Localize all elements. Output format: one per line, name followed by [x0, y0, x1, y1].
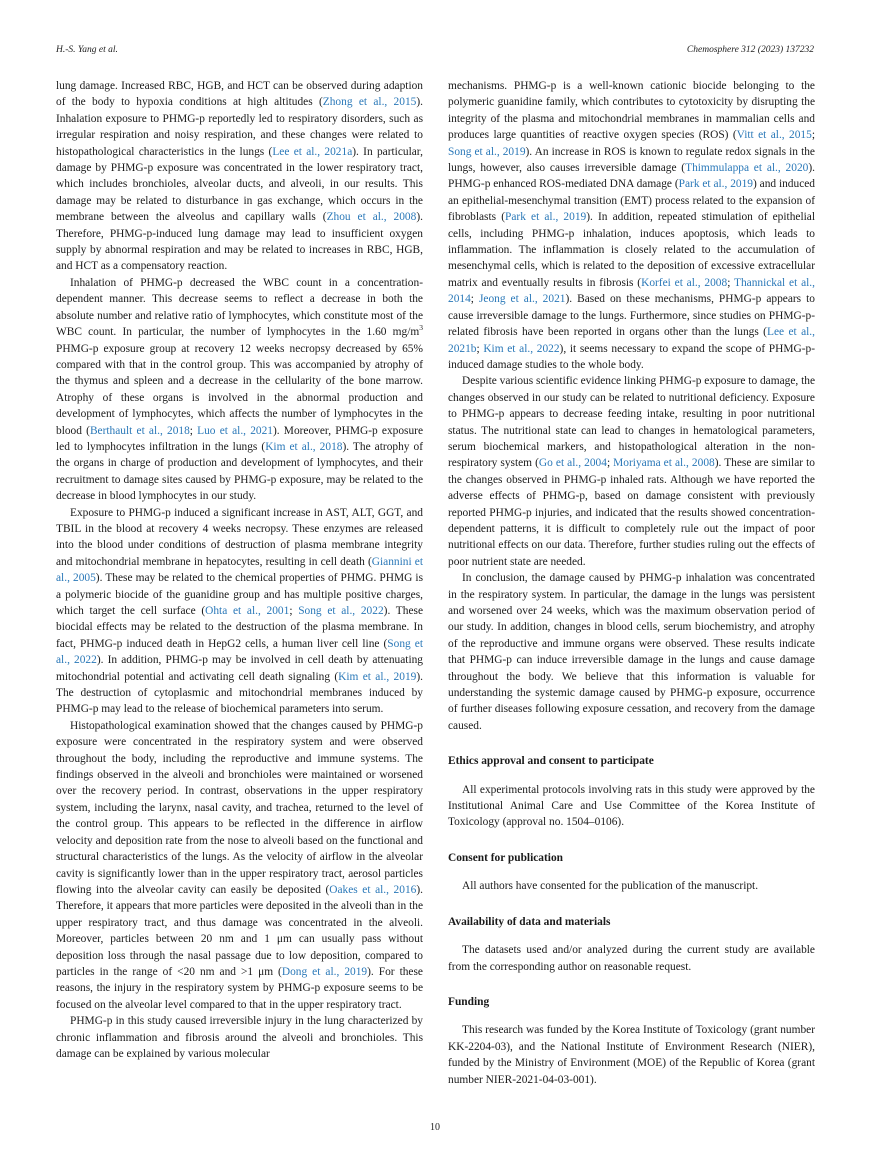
text: ). An increase in ROS is known to regulate redox signals in the lungs, however, also causes irreversible damage ( [448, 145, 815, 175]
citation-link[interactable]: Luo et al., 2021 [197, 424, 273, 437]
header-journal: Chemosphere 312 (2023) 137232 [686, 45, 814, 55]
page-number: 10 [430, 1122, 440, 1133]
text: In conclusion, the damage caused by PHMG-p inhalation was concentrated in the respiratory system. In particular, the damage in the lungs was persistent and worsened over 24 weeks, which was the maximum observation period of our study. In addition, changes in blood cells, serum biochemistry, and atrophy of the reproductive and immune organs were observed. These results indicate that PHMG-p can induce irreversible damage in the lungs and cause damage throughout the body. We believe that this information is valuable for understanding the systemic damage caused by PHMG-p exposure, occurrence of further diseases following exposure cessation, and recovery from the damage caused. [448, 572, 815, 732]
citation-link[interactable]: Song et al., 2022 [298, 605, 384, 617]
paragraph [56, 718, 423, 1013]
text: PHMG-p in this study caused irreversible injury in the lung characterized by chronic inflammation and fibrosis around the alveoli and bronchioles. This damage can be explained by various molecular [56, 1015, 423, 1060]
superscript: 3 [419, 323, 423, 333]
left-column [56, 78, 423, 1062]
citation-link[interactable]: Korfei et al., 2008 [641, 276, 728, 289]
text: ). For these reasons, the injury in the respiratory system by PHMG-p exposure seems to be focused on the alveolar level compared to that in the upper respiratory tract. [56, 965, 423, 1011]
citation-link[interactable]: Jeong et al., 2021 [478, 293, 566, 306]
text: ). The destruction of cytoplasmic and mitochondrial membranes induced by PHMG-p may lead to the release of biochemical parameters into serum. [56, 670, 423, 716]
paragraph [56, 275, 423, 505]
paragraph: All experimental protocols involving rats in this study were approved by the Institutional Animal Care and Use Committee of the Korea Institute of Toxicology (approval no. 1504–0106). [448, 783, 815, 829]
paragraph: All authors have consented for the publication of the manuscript. [462, 880, 759, 893]
text: ). Based on these mechanisms, PHMG-p appears to cause irreversible damage to the lungs. Furthermore, since studies on PHMG-p-related fibrosis have been reported in organs other than the lungs ( [448, 293, 815, 339]
paragraph: The datasets used and/or analyzed during the current study are available from the corresponding author on reasonable request. [448, 944, 815, 973]
text: ; [289, 605, 299, 617]
text: ). Inhalation exposure to PHMG-p reportedly led to respiratory disorders, such as irregular respiration and noisy respiration, and these changes were related to histopathological characteristics in the lungs ( [56, 96, 423, 158]
citation-link[interactable]: Berthault et al., 2018 [89, 424, 190, 437]
citation-link[interactable]: Park et al., 2019 [505, 211, 587, 224]
citation-link[interactable]: Vitt et al., 2015 [736, 129, 812, 142]
text: ; [476, 342, 484, 355]
paragraph [448, 570, 815, 734]
section-heading: Ethics approval and consent to participate [448, 755, 654, 768]
section-heading: Funding [448, 995, 490, 1008]
running-header [56, 45, 814, 59]
paragraph [56, 505, 423, 718]
text: ; [811, 129, 815, 142]
citation-link[interactable]: Zhou et al., 2008 [326, 211, 417, 224]
text: Inhalation of PHMG-p decreased the WBC count in a concentration-dependent manner. This decrease seems to reflect a decrease in both the absolute number and relative ratio of lymphocytes, which constitute most of the WBC count. In particular, the number of lymphocytes in the 1.60 mg/m [56, 276, 423, 339]
paragraph [56, 78, 423, 275]
citation-link[interactable]: Song et al., 2019 [448, 145, 526, 158]
citation-link[interactable]: Park et al., 2019 [678, 178, 753, 191]
spacer [448, 975, 815, 982]
text: ). Moreover, PHMG-p exposure led to lymphocytes infiltration in the lungs ( [56, 424, 424, 453]
spacer [448, 734, 815, 741]
text: lung damage. Increased RBC, HGB, and HCT can be observed during adaption of the body to hypoxia conditions at high altitudes ( [56, 80, 423, 109]
spacer [448, 831, 815, 838]
text: ; [606, 457, 614, 470]
paragraph [56, 1013, 423, 1062]
text: ) and induced an epithelial-mesenchymal transition (EMT) process related to the expansion of fibroblasts ( [448, 178, 816, 224]
citation-link[interactable]: Moriyama et al., 2008 [613, 457, 715, 470]
text: ). These are similar to the changes observed in PHMG-p inhaled rats. Although we have reported the adverse effects of PHMG-p, based on damage consistent with previously reported PHMG-p injuries, and indicated that the results showed concentration-dependent patterns, it is difficult to completely rule out the impact of poor nutritional effects on our data. Therefore, further studies ruling out the effects of poor nutrient state are needed. [448, 457, 815, 568]
citation-link[interactable]: Thimmulappa et al., 2020 [685, 162, 809, 175]
header-authors: H.-S. Yang et al. [56, 45, 118, 55]
citation-link[interactable]: Song et al., 2022 [56, 637, 423, 667]
paragraph [448, 373, 815, 570]
text: ; [727, 276, 734, 289]
citation-link[interactable]: Kim et al., 2018 [265, 440, 343, 453]
citation-link[interactable]: Lee et al., 2021a [272, 145, 353, 158]
text: Exposure to PHMG-p induced a significant increase in AST, ALT, GGT, and TBIL in the blood at recovery 4 weeks necropsy. These enzymes are released into the blood under conditions of destruction of plasma membrane integrity and mitochondrial membrane in hepatocytes, resulting in cell death ( [56, 506, 423, 568]
citation-link[interactable]: Lee et al., 2021b [448, 326, 815, 355]
spacer [448, 895, 815, 902]
text: ). These biocidal effects may be related to the destruction of the plasma membrane. In fact, PHMG-p induced death in HepG2 cells, a human liver cell line ( [56, 605, 423, 650]
text: ). Therefore, it appears that more particles were deposited in the alveoli than in the upper respiratory tract, and thus damage was concentrated in the alveoli. Moreover, particles between 20 nm and 1 μm can usually pass without deposition loss through the nasal passage due to low deposition, compared to particles in the range of <20 nm and >1 μm ( [56, 883, 423, 978]
text: ). The atrophy of the organs in charge of production and development of lymphocytes, and their recruitment to damage sites caused by PHMG-p exposure, may be related to the decrease in blood lymphocytes in our study. [56, 440, 423, 503]
text: Despite various scientific evidence linking PHMG-p exposure to damage, the changes observed in our study can be related to nutritional deficiency. Exposure to PHMG-p appears to decrease feeding intake, resulting in poor nutritional status. The nutritional state can lead to changes in hematological parameters, serum biochemical markers, and histopathological alteration in the non-respiratory system ( [448, 375, 816, 470]
text: ; [470, 293, 479, 306]
citation-link[interactable]: Kim et al., 2019 [338, 670, 417, 683]
paragraph: This research was funded by the Korea Institute of Toxicology (grant number KK-2204-03), and the National Institute of Environment Research (NIER), funded by the Ministry of Environment (MOE) of the Republic of Korea (grant number NIER-2021-04-03-001). [448, 1024, 815, 1086]
section-heading: Availability of data and materials [448, 915, 611, 928]
text: ). In addition, repeated stimulation of epithelial cells, including PHMG-p inhalation, induces apoptosis, which leads to inflammation. The inflammation is closely related to the accumulation of mesenchymal cells, which is related to the deposition of excessive extracellular matrix and eventually results in fibrosis ( [448, 211, 816, 289]
text: PHMG-p exposure group at recovery 12 weeks necropsy decreased by 65% compared with that in the control group. This was accompanied by atrophy of the thymus and spleen and a decrease in the cellularity of the bone marrow. Atrophy of these organs is involved in the abnormal production and development of lymphocytes, which affects the number of lymphocytes in the blood ( [56, 342, 423, 437]
text: mechanisms. PHMG-p is a well-known cationic biocide belonging to the polymeric guanidine family, which contributes to cytotoxicity by disrupting the integrity of the plasma and mitochondrial membranes in mammalian cells and produces large quantities of reactive oxygen species (ROS) ( [448, 80, 815, 142]
text: ). In addition, PHMG-p may be involved in cell death by attenuating mitochondrial potential and activating cell death signaling ( [56, 654, 424, 683]
text: ; [189, 424, 198, 437]
citation-link[interactable]: Ohta et al., 2001 [205, 605, 290, 617]
text: Histopathological examination showed that the changes caused by PHMG-p exposure were concentrated in the respiratory system and were observed throughout the body, including the reproductive and immune systems. The findings observed in the alveoli and bronchioles were maintained or worsened over the recovery period. In contrast, observations in the upper respiratory system, including the larynx, nasal cavity, and trachea, returned to the level of the control group. This appears to be reflected in the difference in airflow velocity and deposition rate from the nose to alveoli based on the functional and structural characteristics of the lungs. As the velocity of airflow in the alveolar cavity is significantly lower than in the upper respiratory tract, aerosol particles flowing into the alveolar cavity can easily be deposited ( [56, 719, 423, 896]
citation-link[interactable]: Oakes et al., 2016 [329, 883, 417, 896]
text: ). In particular, damage by PHMG-p exposure was concentrated in the lower respiratory tract, which includes bronchioles, alveolar ducts, and alveoli, in our results. This damage may be related to disturbance in gas exchange, which occurs in the membrane between the alveolus and capillary walls ( [56, 145, 423, 224]
citation-link[interactable]: Giannini et al., 2005 [56, 555, 423, 585]
citation-link[interactable]: Kim et al., 2022 [483, 342, 560, 355]
right-column [448, 78, 815, 1088]
section-heading: Consent for publication [448, 851, 563, 864]
citation-link[interactable]: Go et al., 2004 [538, 457, 607, 470]
text: ), it seems necessary to expand the scope of PHMG-p-induced damage studies to the whole body. [448, 342, 815, 371]
paragraph [448, 78, 815, 373]
text: ). Therefore, PHMG-p-induced lung damage may lead to insufficient oxygen supply by abnormal respiration and may be related to increases in RBC, HGB, and HCT as a compensatory reaction. [56, 211, 423, 273]
citation-link[interactable]: Thannickal et al., 2014 [448, 276, 815, 306]
citation-link[interactable]: Dong et al., 2019 [281, 965, 368, 978]
citation-link[interactable]: Zhong et al., 2015 [322, 96, 417, 109]
text: ). PHMG-p enhanced ROS-mediated DNA damage ( [448, 162, 815, 191]
text: ). These may be related to the chemical properties of PHMG. PHMG is a polymeric biocide of the guanidine group and has multiple positive charges, which target the cell surface ( [56, 572, 424, 617]
